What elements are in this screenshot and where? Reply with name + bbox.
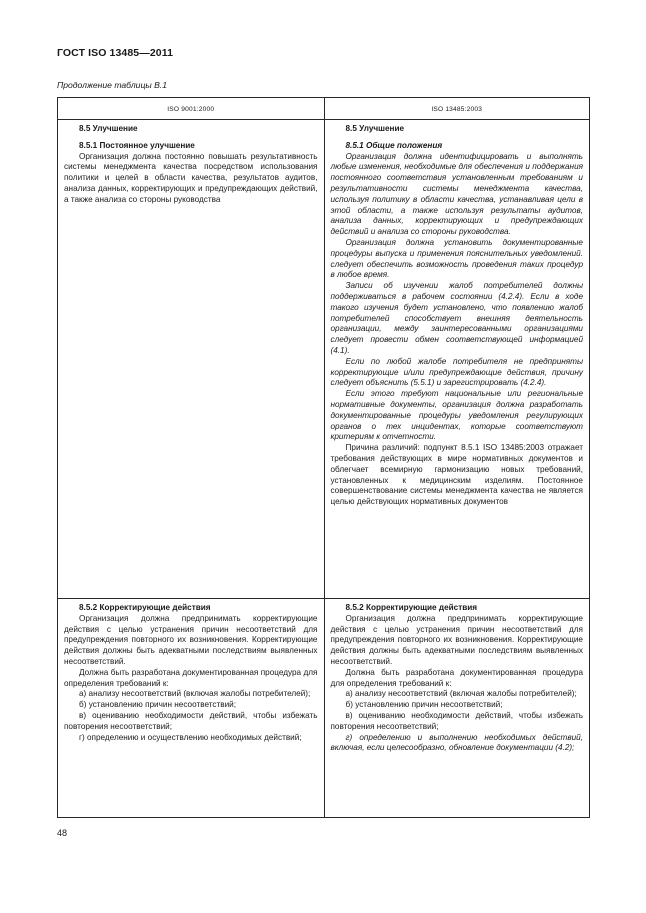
row1-right-cell xyxy=(324,120,590,598)
document-header: ГОСТ ISO 13485—2011 xyxy=(57,47,174,59)
list-item: г) определению и выполнению необходимых действий, включая, если целесообразно, обновление документации (4.2); xyxy=(330,732,583,753)
paragraph: Должна быть разработана документированная процедура для определения требований к: xyxy=(330,667,583,688)
paragraph: Организация должна постоянно повышать результативность системы менеджмента качества посредством использования политики и целей в области качества, результатов аудитов, анализа данных, корректирующих и предупреждающих действий, а также анализа со стороны руководства xyxy=(64,151,318,204)
section-heading: 8.5 Улучшение xyxy=(79,124,138,133)
table-row xyxy=(58,598,589,817)
row2-right-cell xyxy=(324,599,590,817)
row1-left-cell xyxy=(58,120,324,598)
list-item: г) определению и осуществлению необходимых действий; xyxy=(79,732,302,742)
table-header-row xyxy=(58,98,589,119)
paragraph: Должна быть разработана документированная процедура для определения требований к: xyxy=(64,667,318,688)
paragraph: Организация должна предпринимать корректирующие действия с целью устранения причин несоответствий для предупреждения повторного их возникновения. Корректирующие действия должны быть адекватными последствиям выявленных несоответствий. xyxy=(64,613,318,666)
paragraph: Если по любой жалобе потребителя не предприняты корректирующие и/или предупреждающие действия, причину следует объяснить (5.5.1) и зарегистрировать (4.2.4). xyxy=(330,356,583,388)
table-row xyxy=(58,119,589,598)
subsection-heading: 8.5.1 Постоянное улучшение xyxy=(79,140,195,150)
paragraph: Записи об изучении жалоб потребителей должны поддерживаться в рабочем состоянии (4.2.4). Если в ходе такого изучения будет установлено, что появлению жалоб потребителей способствует внешняя деятельность организации, между заинтересованными организациями следует провести обмен соответствующей информацией (4.1). xyxy=(330,281,583,355)
list-item: а) анализу несоответствий (включая жалобы потребителей); xyxy=(79,689,311,699)
table-caption: Продолжение таблицы В.1 xyxy=(57,80,167,90)
column-header-iso13485: ISO 13485:2003 xyxy=(324,98,590,119)
list-item: б) установлению причин несоответствий; xyxy=(345,700,503,710)
list-item: в) оцениванию необходимости действий, чтобы избежать повторения несоответствий; xyxy=(330,710,583,731)
paragraph: Организация должна установить документированные процедуры выпуска и применения пояснительных уведомлений. следует обеспечить возможность проведения таких процедур в любое время. xyxy=(330,237,583,280)
subsection-heading: 8.5.2 Корректирующие действия xyxy=(79,603,211,612)
list-item: а) анализу несоответствий (включая жалобы потребителей); xyxy=(345,689,577,699)
paragraph: Организация должна идентифицировать и выполнять любые изменения, необходимые для обеспечения и поддержания постоянного соответствия установленным требованиям и результативности системы менеджмента качества, используя политику в области качества, устанавливая цели в этой области, а также используя результаты аудитов, анализа данных, корректирующих и предупреждающих действий и анализа со стороны руководства. xyxy=(330,151,583,237)
subsection-heading: 8.5.2 Корректирующие действия xyxy=(345,603,478,612)
section-heading: 8.5 Улучшение xyxy=(345,124,405,133)
paragraph: Организация должна предпринимать корректирующие действия с целью устранения причин несоответствий для предупреждения повторного их возникновения. Корректирующие действия должны быть адекватными последствиям выявленных несоответствий. xyxy=(330,613,583,666)
page-number: 48 xyxy=(57,828,68,838)
comparison-table xyxy=(57,97,590,818)
list-item: б) установлению причин несоответствий; xyxy=(79,700,237,710)
column-header-iso9001: ISO 9001:2000 xyxy=(167,106,215,113)
paragraph: Если этого требуют национальные или региональные нормативные документы, организация должна разработать документированные процедуры уведомления регулирующих органов о тех инцидентах, которые соответствуют критериям к отчетности. xyxy=(330,389,583,442)
difference-note: Причина различий: подпункт 8.5.1 ISO 13485:2003 отражает требования действующих в мире нормативных документов и облегчает всемирную гармонизацию новых требований, установленных к медицинским изделиям. Постоянное совершенствование системы менеджмента качества не является целью действующих нормативных документов xyxy=(330,443,583,507)
row2-left-cell xyxy=(58,599,324,817)
list-item: в) оцениванию необходимости действий, чтобы избежать повторения несоответствий; xyxy=(64,710,318,731)
subsection-heading: 8.5.1 Общие положения xyxy=(345,140,443,150)
